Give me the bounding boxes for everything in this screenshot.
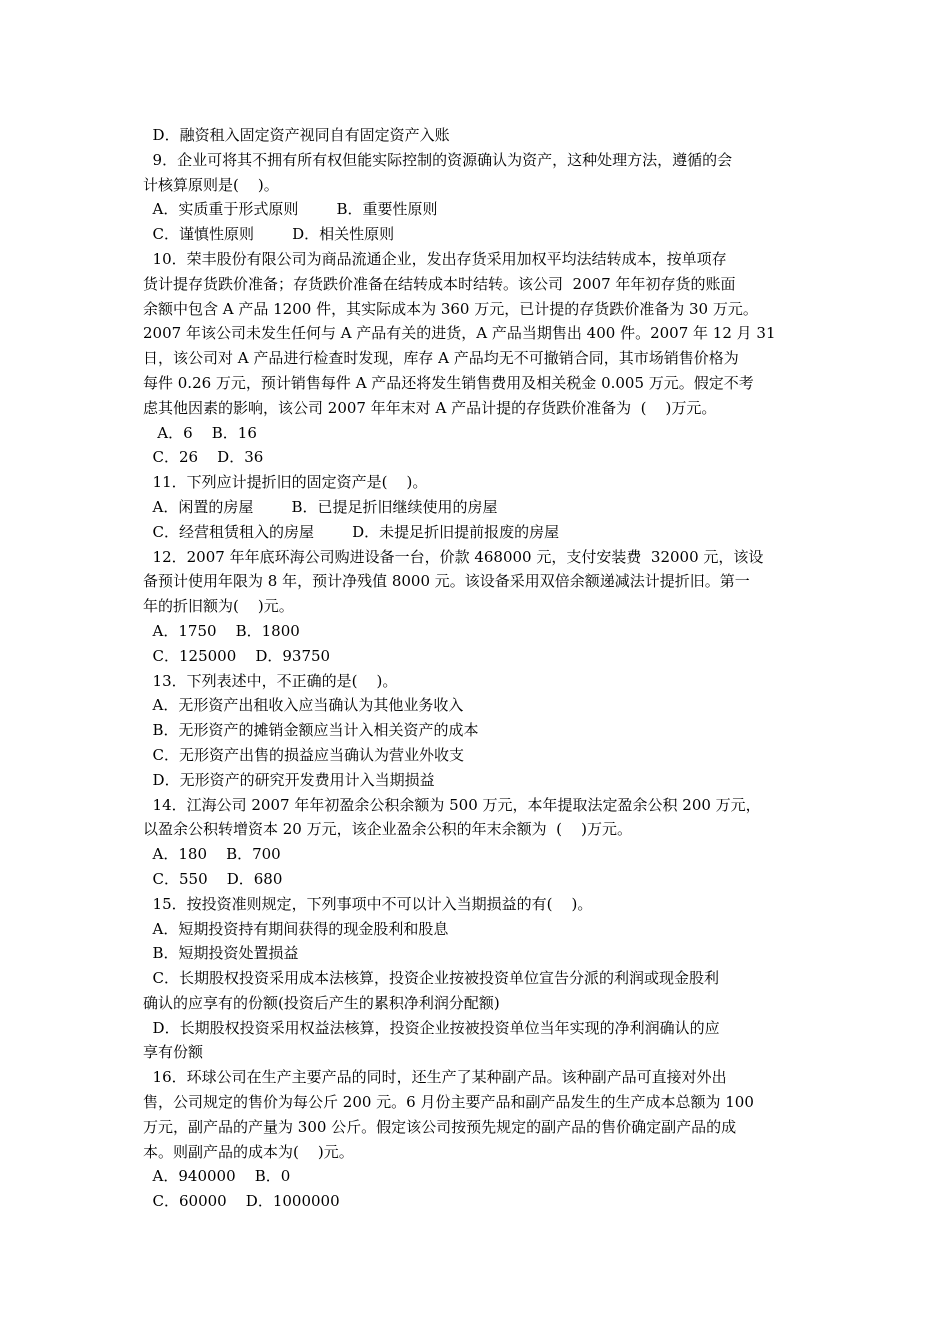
text-line: 以盈余公积转增资本 20 万元，该企业盈余公积的年末余额为 ( )万元。	[143, 820, 632, 839]
text-line: 9．企业可将其不拥有所有权但能实际控制的资源确认为资产，这种处理方法，遵循的会	[143, 150, 733, 169]
text-line: A．6 B．16	[143, 423, 257, 442]
text-line: C．长期股权投资采用成本法核算，投资企业按被投资单位宣告分派的利润或现金股利	[143, 969, 720, 988]
text-line: A．940000 B．0	[143, 1167, 291, 1186]
text-line: 万元，副产品的产量为 300 公斤。假定该公司按预先规定的副产品的售价确定副产品的成	[143, 1117, 737, 1136]
text-line: C．无形资产出售的损益应当确认为营业外收支	[143, 745, 465, 764]
text-line: D．融资租入固定资产视同自有固定资产入账	[143, 126, 450, 144]
text-line: 10．荣丰股份有限公司为商品流通企业，发出存货采用加权平均法结转成本，按单项存	[143, 249, 727, 268]
document-page	[143, 123, 807, 1214]
text-line: D．无形资产的研究开发费用计入当期损益	[143, 770, 435, 789]
text-line: 日，该公司对 A 产品进行检查时发现，库存 A 产品均无不可撤销合同，其市场销售价格为	[143, 349, 739, 368]
text-line: 备预计使用年限为 8 年，预计净残值 8000 元。该设备采用双倍余额递减法计提折旧。第一	[143, 572, 750, 591]
text-line: 14．江海公司 2007 年年初盈余公积余额为 500 万元，本年提取法定盈余公积 200 万元，	[143, 795, 761, 814]
text-line: 年的折旧额为( )元。	[143, 597, 294, 616]
text-line: 15．按投资准则规定，下列事项中不可以计入当期损益的有( )。	[143, 894, 593, 913]
text-line: D．长期股权投资采用权益法核算，投资企业按被投资单位当年实现的净利润确认的应	[143, 1018, 720, 1037]
text-line: A．短期投资持有期间获得的现金股利和股息	[143, 919, 449, 938]
text-line: B．短期投资处置损益	[143, 944, 299, 963]
text-line: 余额中包含 A 产品 1200 件，其实际成本为 360 万元，已计提的存货跌价准备为 30 万元。	[143, 299, 758, 318]
text-line: 计核算原则是( )。	[143, 175, 279, 194]
text-line: 13．下列表述中，不正确的是( )。	[143, 671, 398, 690]
text-line: 本。则副产品的成本为( )元。	[143, 1142, 354, 1161]
text-line: 每件 0.26 万元，预计销售每件 A 产品还将发生销售费用及相关税金 0.005 万元。假定不考	[143, 373, 754, 392]
text-line: 11．下列应计提折旧的固定资产是( )。	[143, 473, 428, 492]
text-line: C．60000 D．1000000	[143, 1192, 340, 1211]
text-line: 16．环球公司在生产主要产品的同时，还生产了某种副产品。该种副产品可直接对外出	[143, 1068, 727, 1087]
text-line: B．无形资产的摊销金额应当计入相关资产的成本	[143, 721, 479, 740]
text-line: 货计提存货跌价准备；存货跌价准备在结转成本时结转。该公司 2007 年年初存货的账面	[143, 274, 736, 293]
text-line: A．180 B．700	[143, 845, 281, 864]
text-line: C．26 D．36	[143, 448, 264, 467]
text-line: A．1750 B．1800	[143, 621, 300, 640]
text-line: 享有份额	[143, 1043, 204, 1062]
text-line: C．550 D．680	[143, 869, 283, 888]
text-line: C．谨慎性原则 D．相关性原则	[143, 225, 395, 244]
text-line: C．经营租赁租入的房屋 D．未提足折旧提前报废的房屋	[143, 522, 560, 541]
text-line: 虑其他因素的影响，该公司 2007 年年末对 A 产品计提的存货跌价准备为 ( )万元。	[143, 398, 717, 417]
text-line: 确认的应享有的份额(投资后产生的累积净利润分配额)	[143, 993, 500, 1012]
text-line: 12．2007 年年底环海公司购进设备一台，价款 468000 元，支付安装费 32000 元，该设	[143, 547, 764, 566]
text-line: C．125000 D．93750	[143, 646, 331, 665]
text-line: A．无形资产出租收入应当确认为其他业务收入	[143, 696, 464, 715]
text-line: 2007 年该公司未发生任何与 A 产品有关的进货，A 产品当期售出 400 件。2007 年 12 月 31	[143, 324, 776, 343]
text-line: 售，公司规定的售价为每公斤 200 元。6 月份主要产品和副产品发生的生产成本总额为 100	[143, 1093, 754, 1112]
text-line: A．实质重于形式原则 B．重要性原则	[143, 200, 438, 219]
text-line: A．闲置的房屋 B．已提足折旧继续使用的房屋	[143, 497, 498, 516]
